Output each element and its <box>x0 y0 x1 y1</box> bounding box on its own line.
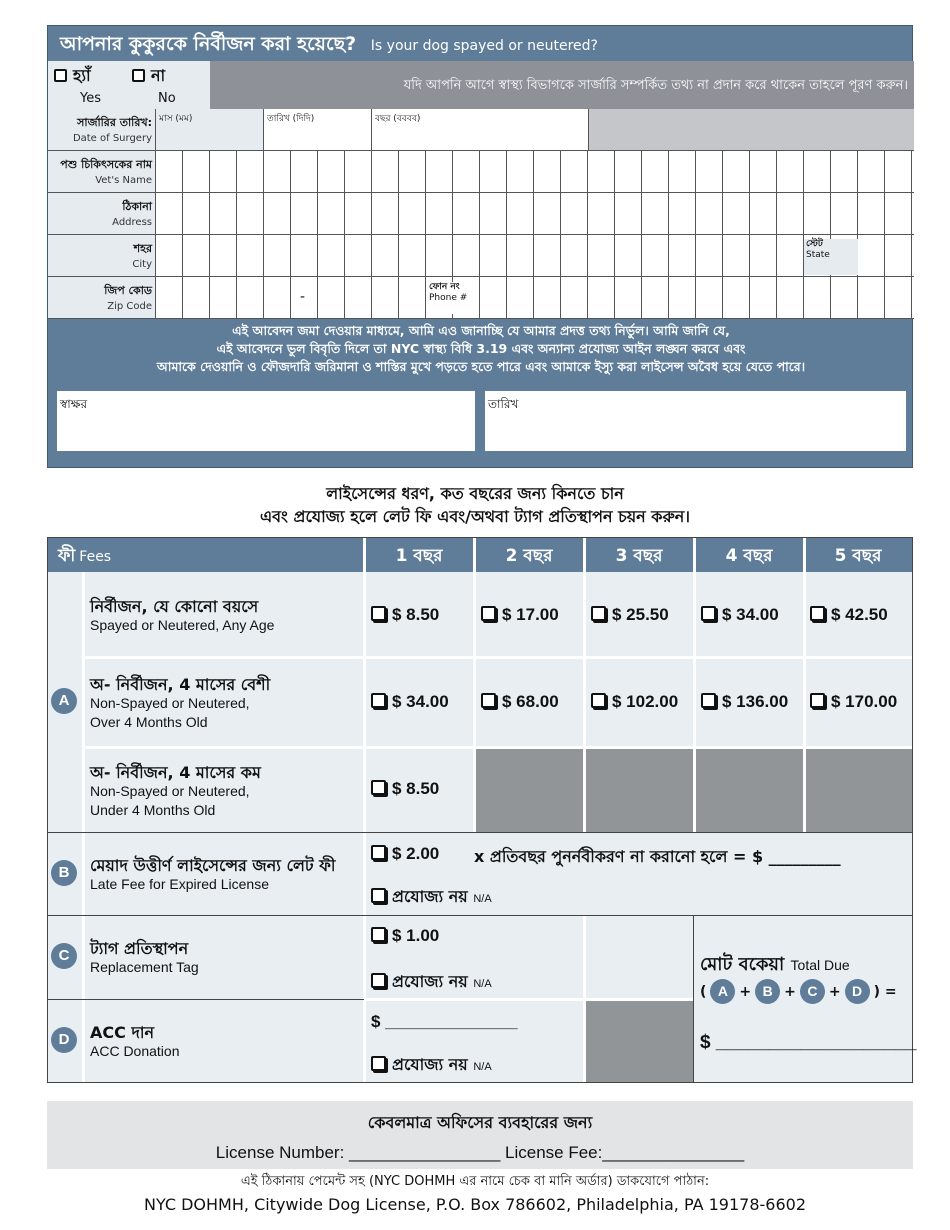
price-value: $ 8.50 <box>392 779 440 798</box>
spay-question-title <box>60 30 598 62</box>
char-box[interactable] <box>480 193 507 234</box>
price-value: $ 136.00 <box>722 692 789 711</box>
label-bn: ঠিকানা <box>122 200 152 213</box>
heading-line: লাইসেন্সের ধরণ, কত বছরের জন্য কিনতে চান <box>326 484 624 503</box>
yes-option[interactable] <box>54 63 101 106</box>
char-box[interactable] <box>588 151 615 192</box>
char-box[interactable] <box>318 235 345 276</box>
char-box[interactable] <box>777 151 804 192</box>
price-over4-4yr[interactable] <box>701 692 788 712</box>
char-box[interactable] <box>156 151 183 192</box>
unavailable-cell <box>586 749 693 832</box>
label-en: Address <box>112 217 152 228</box>
label-date-of-surgery <box>48 109 156 150</box>
char-box[interactable] <box>372 151 399 192</box>
no-checkbox[interactable] <box>132 69 145 82</box>
char-box[interactable] <box>426 193 453 234</box>
char-box[interactable] <box>534 235 561 276</box>
state-label-bn: স্টেট <box>806 239 823 249</box>
char-box[interactable] <box>831 151 858 192</box>
char-box[interactable] <box>453 235 480 276</box>
char-box[interactable] <box>183 277 210 318</box>
char-box[interactable] <box>453 193 480 234</box>
char-box[interactable] <box>588 193 615 234</box>
price-value: $ 170.00 <box>831 692 898 711</box>
address-boxes[interactable] <box>156 193 912 234</box>
fees-header <box>48 538 364 572</box>
row-city <box>48 235 914 277</box>
na-label-en: N/A <box>473 978 492 990</box>
label-en: Vet's Name <box>95 175 152 186</box>
char-box[interactable] <box>399 193 426 234</box>
checkbox[interactable] <box>481 606 496 621</box>
char-box[interactable] <box>210 277 237 318</box>
char-box[interactable] <box>318 193 345 234</box>
label-en: Non-Spayed or Neutered, <box>90 783 250 799</box>
char-box[interactable] <box>156 193 183 234</box>
formula-c-badge: C <box>800 979 825 1004</box>
declaration-line: এই আবেদন জমা দেওয়ার মাধ্যমে, আমি এও জানাচ্ছি যে আমার প্রদত্ত তথ্য নির্ভুল। আমি জানি যে, <box>232 323 730 338</box>
char-box[interactable] <box>804 193 831 234</box>
year-hint: বছর (বববব) <box>375 114 421 124</box>
checkbox[interactable] <box>371 973 386 988</box>
paren-close: ) = <box>873 983 897 1000</box>
total-due-amount[interactable]: $ ___________________ <box>700 1032 917 1053</box>
char-box[interactable] <box>885 151 912 192</box>
char-box[interactable] <box>480 235 507 276</box>
state-label <box>804 239 858 275</box>
phone-label-bn: ফোন নং <box>429 282 460 292</box>
char-box[interactable] <box>264 277 291 318</box>
char-box[interactable] <box>696 151 723 192</box>
char-box[interactable] <box>291 151 318 192</box>
checkbox[interactable] <box>371 693 386 708</box>
price-value: $ 25.50 <box>612 605 669 624</box>
label-address <box>48 193 156 234</box>
char-box[interactable] <box>750 151 777 192</box>
char-box[interactable] <box>669 235 696 276</box>
year-header-1: 1 বছর <box>364 538 474 572</box>
na-label-bn: প্রযোজ্য নয় <box>392 1055 468 1074</box>
price-value: $ 102.00 <box>612 692 679 711</box>
surgery-month-field[interactable] <box>156 109 264 150</box>
char-box[interactable] <box>291 193 318 234</box>
char-box[interactable] <box>885 193 912 234</box>
city-boxes[interactable] <box>156 235 912 276</box>
replacement-tag-na-option[interactable] <box>371 969 492 996</box>
formula-b-badge: B <box>755 979 780 1004</box>
yes-no-panel <box>48 61 210 109</box>
no-label-bn: না <box>151 66 166 85</box>
total-divider <box>693 915 694 1082</box>
declaration-line: আমাকে দেওয়ানি ও ফৌজদারি জরিমানা ও শাস্তির মুখে পড়তে হতে পারে এবং আমাকে ইস্যু করা লাইসেন্স অবৈধ হয়ে যেতে পারে। <box>156 359 806 374</box>
char-box[interactable] <box>777 277 804 318</box>
row-address <box>48 193 914 235</box>
paren-open: ( <box>700 983 707 1000</box>
plus-sign: + <box>739 983 752 1000</box>
char-box[interactable] <box>723 193 750 234</box>
late-fee-formula[interactable]: x প্রতিবছর পুনর্নবীকরণ না করানো হলে = $ _________ <box>474 847 841 866</box>
label-en: Replacement Tag <box>90 959 199 975</box>
char-box[interactable] <box>237 151 264 192</box>
char-box[interactable] <box>804 277 831 318</box>
checkbox[interactable] <box>810 693 825 708</box>
zip-phone-boxes[interactable] <box>156 277 912 318</box>
state-label-en: State <box>806 250 830 260</box>
formula-a-badge: A <box>710 979 735 1004</box>
char-box[interactable] <box>534 193 561 234</box>
char-box[interactable] <box>426 235 453 276</box>
fee-label-late-fee <box>90 856 335 894</box>
price-value: $ 2.00 <box>392 844 440 863</box>
label-bn: শহর <box>133 242 152 255</box>
surgery-year-field[interactable] <box>372 109 589 150</box>
row-separator <box>83 656 912 659</box>
char-box[interactable] <box>372 277 399 318</box>
price-over4-5yr[interactable] <box>810 692 897 712</box>
plus-sign: + <box>784 983 796 1000</box>
label-bn: সার্জারির তারিখ: <box>77 116 152 129</box>
char-box[interactable] <box>831 193 858 234</box>
char-box[interactable] <box>669 277 696 318</box>
checkbox[interactable] <box>371 845 386 860</box>
label-en: Over 4 Months Old <box>90 714 208 730</box>
office-use-fields: License Number: ________________ License Fee:_______________ <box>215 1143 745 1162</box>
char-box[interactable] <box>291 235 318 276</box>
unavailable-cell <box>696 749 803 832</box>
phone-label-en: Phone # <box>429 293 468 303</box>
price-under4-1yr[interactable] <box>371 779 439 799</box>
char-box[interactable] <box>615 235 642 276</box>
fee-label-replacement-tag <box>90 939 199 977</box>
date-row-filler <box>589 109 914 150</box>
char-box[interactable] <box>183 193 210 234</box>
year-header-2: 2 বছর <box>474 538 584 572</box>
month-hint: মাস (মম) <box>159 114 193 124</box>
mail-instruction-line: এই ঠিকানায় পেমেন্ট সহ (NYC DOHMH এর নামে চেক বা মানি অর্ডার) ডাকযোগে পাঠান: <box>240 1174 710 1189</box>
price-spayed-5yr[interactable] <box>810 605 888 625</box>
phone-label <box>427 282 477 314</box>
char-box[interactable] <box>561 277 588 318</box>
char-box[interactable] <box>480 277 507 318</box>
checkbox[interactable] <box>591 606 606 621</box>
char-box[interactable] <box>696 235 723 276</box>
price-over4-2yr[interactable] <box>481 692 559 712</box>
char-box[interactable] <box>723 277 750 318</box>
char-box[interactable] <box>507 151 534 192</box>
char-box[interactable] <box>237 235 264 276</box>
price-value: $ 8.50 <box>392 605 440 624</box>
char-box[interactable] <box>669 151 696 192</box>
group-c-badge: C <box>51 943 77 969</box>
char-box[interactable] <box>858 193 885 234</box>
row-zip-code <box>48 277 914 319</box>
char-box[interactable] <box>210 235 237 276</box>
char-box[interactable] <box>750 235 777 276</box>
char-box[interactable] <box>588 235 615 276</box>
char-box[interactable] <box>156 277 183 318</box>
char-box[interactable] <box>507 235 534 276</box>
char-box[interactable] <box>534 151 561 192</box>
checkbox[interactable] <box>701 606 716 621</box>
label-zip-code <box>48 277 156 318</box>
char-box[interactable] <box>345 235 372 276</box>
fee-label-unspayed-over4 <box>90 675 270 732</box>
na-label-bn: প্রযোজ্য নয় <box>392 887 468 906</box>
char-box[interactable] <box>561 193 588 234</box>
price-value: $ 17.00 <box>502 605 559 624</box>
group-b-badge: B <box>51 860 77 886</box>
price-over4-1yr[interactable] <box>371 692 449 712</box>
yes-checkbox[interactable] <box>54 69 67 82</box>
char-box[interactable] <box>723 151 750 192</box>
char-box[interactable] <box>642 277 669 318</box>
char-box[interactable] <box>210 193 237 234</box>
char-box[interactable] <box>318 277 345 318</box>
char-box[interactable] <box>750 277 777 318</box>
char-box[interactable] <box>642 235 669 276</box>
char-box[interactable] <box>399 235 426 276</box>
vet-name-boxes[interactable] <box>156 151 912 192</box>
label-en: ACC Donation <box>90 1043 180 1059</box>
char-box[interactable] <box>237 277 264 318</box>
label-bn: মেয়াদ উত্তীর্ণ লাইসেন্সের জন্য লেট ফী <box>90 856 336 875</box>
col-separator <box>82 572 85 1082</box>
price-value: $ 68.00 <box>502 692 559 711</box>
char-box[interactable] <box>318 151 345 192</box>
char-box[interactable] <box>372 235 399 276</box>
char-box[interactable] <box>804 151 831 192</box>
label-en: Late Fee for Expired License <box>90 876 269 892</box>
fee-label-spayed <box>90 597 274 635</box>
group-a-badge: A <box>51 688 77 714</box>
plus-sign: + <box>828 983 841 1000</box>
unavailable-cell <box>586 1001 693 1082</box>
char-box[interactable] <box>399 277 426 318</box>
surgery-info-note: যদি আপনি আগে স্বাস্থ্য বিভাগকে সার্জারি সম্পর্কিত তথ্য না প্রদান করে থাকেন তাহলে পূরণ করুন। <box>210 61 914 109</box>
unavailable-cell <box>806 749 912 832</box>
no-label-en: No <box>158 91 176 106</box>
fee-label-acc-donation <box>90 1023 180 1061</box>
spay-title-en: Is your dog spayed or neutered? <box>370 38 598 54</box>
char-box[interactable] <box>156 235 183 276</box>
char-box[interactable] <box>642 151 669 192</box>
price-over4-3yr[interactable] <box>591 692 678 712</box>
checkbox[interactable] <box>371 888 386 903</box>
label-vet-name <box>48 151 156 192</box>
char-box[interactable] <box>615 277 642 318</box>
char-box[interactable] <box>183 235 210 276</box>
char-box[interactable] <box>399 151 426 192</box>
office-use-title: কেবলমাত্র অফিসের ব্যবহারের জন্য <box>367 1113 593 1132</box>
char-box[interactable] <box>237 193 264 234</box>
surgery-details-grid <box>48 109 914 319</box>
price-value: $ 34.00 <box>722 605 779 624</box>
na-label-bn: প্রযোজ্য নয় <box>392 972 468 991</box>
checkbox[interactable] <box>371 606 386 621</box>
label-en: Under 4 Months Old <box>90 802 216 818</box>
char-box[interactable] <box>480 151 507 192</box>
mailing-instructions <box>0 1172 950 1214</box>
char-box[interactable] <box>696 193 723 234</box>
char-box[interactable] <box>561 151 588 192</box>
price-value: $ 34.00 <box>392 692 449 711</box>
char-box[interactable] <box>345 277 372 318</box>
total-due-bn: মোট বকেয়া <box>700 954 785 975</box>
total-due-en: Total Due <box>790 957 850 973</box>
checkbox[interactable] <box>371 927 386 942</box>
acc-donation-amount[interactable]: $ ______________ <box>371 1012 518 1031</box>
label-bn: ট্যাগ প্রতিস্থাপন <box>90 939 189 958</box>
yes-label-bn: হ্যাঁ <box>73 66 91 85</box>
char-box[interactable] <box>858 151 885 192</box>
signature-date-field[interactable] <box>485 391 906 451</box>
char-box[interactable] <box>588 277 615 318</box>
spay-neuter-section <box>47 25 913 468</box>
formula-d-badge: D <box>845 979 870 1004</box>
row-date-of-surgery <box>48 109 914 151</box>
label-city <box>48 235 156 276</box>
char-box[interactable] <box>183 151 210 192</box>
na-label-en: N/A <box>473 893 492 905</box>
char-box[interactable] <box>777 235 804 276</box>
char-box[interactable] <box>264 193 291 234</box>
char-box[interactable] <box>831 277 858 318</box>
checkbox[interactable] <box>591 693 606 708</box>
declaration-text <box>48 322 914 376</box>
yes-label-en: Yes <box>80 91 101 106</box>
signature-field[interactable] <box>57 391 475 451</box>
label-en: Non-Spayed or Neutered, <box>90 695 250 711</box>
year-header-3: 3 বছর <box>584 538 694 572</box>
label-bn: পশু চিকিৎসকের নাম <box>60 158 152 171</box>
group-d-badge: D <box>51 1027 77 1053</box>
surgery-day-field[interactable] <box>264 109 372 150</box>
char-box[interactable] <box>777 193 804 234</box>
row-vet-name <box>48 151 914 193</box>
label-bn: ACC দান <box>90 1023 155 1042</box>
fees-header-en: Fees <box>79 549 112 565</box>
char-box[interactable] <box>696 277 723 318</box>
price-value: $ 42.50 <box>831 605 888 624</box>
char-box[interactable] <box>345 193 372 234</box>
no-option[interactable] <box>132 63 176 106</box>
acc-donation-na-option[interactable] <box>371 1052 492 1079</box>
label-en: Spayed or Neutered, Any Age <box>90 617 275 633</box>
char-box[interactable] <box>642 193 669 234</box>
late-fee-option[interactable] <box>371 844 439 864</box>
total-due-formula <box>700 979 897 1004</box>
char-box[interactable] <box>669 193 696 234</box>
signature-date-label: তারিখ <box>488 397 519 411</box>
char-box[interactable] <box>858 235 885 276</box>
group-divider <box>48 832 912 833</box>
fee-label-unspayed-under4 <box>90 763 261 820</box>
char-box[interactable] <box>750 193 777 234</box>
year-header-5: 5 বছর <box>804 538 912 572</box>
declaration-line: এই আবেদনে ভুল বিবৃতি দিলে তা NYC স্বাস্থ্য বিধি 3.19 এবং অন্যান্য প্রযোজ্য আইন লঙ্ঘন করবে এবং <box>216 341 746 356</box>
heading-line: এবং প্রযোজ্য হলে লেট ফি এবং/অথবা ট্যাগ প্রতিস্থাপন চয়ন করুন। <box>259 507 690 526</box>
fees-table <box>47 537 917 1083</box>
checkbox[interactable] <box>701 693 716 708</box>
price-spayed-1yr[interactable] <box>371 605 439 625</box>
label-bn: নির্বীজন, যে কোনো বয়সে <box>90 597 259 616</box>
label-bn: অ- নির্বীজন, 4 মাসের কম <box>90 763 261 782</box>
checkbox[interactable] <box>810 606 825 621</box>
label-en: City <box>132 259 152 270</box>
signature-label: স্বাক্ষর <box>60 397 88 411</box>
group-divider <box>48 999 364 1000</box>
fees-header-bn: ফী <box>58 546 76 566</box>
checkbox[interactable] <box>371 1056 386 1071</box>
char-box[interactable] <box>345 151 372 192</box>
char-box[interactable] <box>426 151 453 192</box>
char-box[interactable] <box>507 193 534 234</box>
char-box[interactable] <box>615 193 642 234</box>
label-en: Zip Code <box>107 301 152 312</box>
char-box[interactable] <box>264 235 291 276</box>
price-spayed-4yr[interactable] <box>701 605 779 625</box>
label-bn: জিপ কোড <box>104 284 152 297</box>
mail-address: NYC DOHMH, Citywide Dog License, P.O. Box 786602, Philadelphia, PA 19178-6602 <box>143 1195 807 1214</box>
label-bn: অ- নির্বীজন, 4 মাসের বেশী <box>90 675 271 694</box>
price-value: $ 1.00 <box>392 926 440 945</box>
total-due-title <box>700 950 850 981</box>
char-box[interactable] <box>210 151 237 192</box>
license-type-heading <box>0 482 950 528</box>
label-en: Date of Surgery <box>72 133 152 144</box>
price-spayed-3yr[interactable] <box>591 605 669 625</box>
spay-title-bn: আপনার কুকুরকে নির্বীজন করা হয়েছে? <box>60 33 357 55</box>
char-box[interactable] <box>858 277 885 318</box>
group-divider <box>48 915 912 916</box>
na-label-en: N/A <box>473 1061 492 1073</box>
char-box[interactable] <box>264 151 291 192</box>
unavailable-cell <box>476 749 583 832</box>
char-box[interactable] <box>615 151 642 192</box>
char-box[interactable] <box>372 193 399 234</box>
price-spayed-2yr[interactable] <box>481 605 559 625</box>
zip-dash: - <box>300 289 306 305</box>
char-box[interactable] <box>453 151 480 192</box>
checkbox[interactable] <box>371 780 386 795</box>
char-box[interactable] <box>534 277 561 318</box>
late-fee-na-option[interactable] <box>371 884 492 911</box>
char-box[interactable] <box>507 277 534 318</box>
char-box[interactable] <box>885 235 912 276</box>
char-box[interactable] <box>723 235 750 276</box>
office-use-panel <box>47 1101 913 1169</box>
char-box[interactable] <box>561 235 588 276</box>
replacement-tag-option[interactable] <box>371 926 439 946</box>
char-box[interactable] <box>885 277 912 318</box>
year-header-4: 4 বছর <box>694 538 804 572</box>
day-hint: তারিখ (দিদি) <box>267 114 315 124</box>
checkbox[interactable] <box>481 693 496 708</box>
